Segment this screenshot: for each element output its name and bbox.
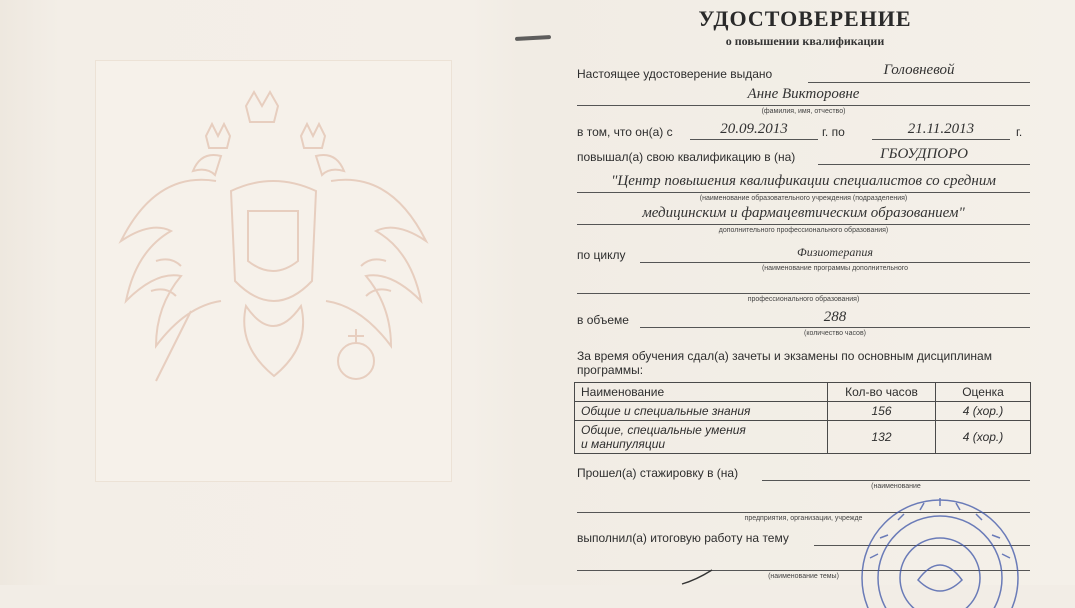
institution-hint1: (наименование образовательного учреждения (подразделения) <box>699 195 908 202</box>
row-name <box>575 421 828 454</box>
surname-value: Головневой <box>883 62 955 78</box>
row-hours: 156 <box>828 402 936 421</box>
from-label: в том, что он(а) с <box>577 125 673 139</box>
row-grade: 4 (хор.) <box>936 421 1031 454</box>
institution-hint2: дополнительного профессионального образования) <box>718 227 889 234</box>
internship-label: Прошел(а) стажировку в (на) <box>577 466 739 480</box>
cycle-value: Физиотерапия <box>797 245 873 259</box>
volume-value: 288 <box>823 309 847 325</box>
header-grade: Оценка <box>936 383 1031 402</box>
internship-hint1: (наименование <box>871 483 921 490</box>
volume-underline <box>640 327 1030 328</box>
table-row <box>575 402 1031 421</box>
institution-line1-underline <box>577 192 1030 193</box>
volume-label: в объеме <box>577 313 629 327</box>
institution-line2-underline <box>577 224 1030 225</box>
volume-hint: (количество часов) <box>804 330 866 337</box>
date-from-value: 20.09.2013 <box>720 121 788 137</box>
table-row <box>575 421 1031 454</box>
name-patronymic-value: Анне Викторовне <box>747 86 860 102</box>
cycle-line2-underline <box>577 293 1030 294</box>
fold-mark <box>515 35 551 41</box>
header-hours: Кол-во часов <box>828 383 936 402</box>
internship-underline <box>762 480 1030 481</box>
exams-label-line2: программы: <box>577 363 644 377</box>
cycle-hint2: профессионального образования) <box>747 296 860 303</box>
document-title: УДОСТОВЕРЕНИЕ <box>698 6 912 31</box>
document-subtitle: о повышении квалификации <box>725 34 885 48</box>
row-name: Общие и специальные знания <box>575 402 828 421</box>
name-hint: (фамилия, имя, отчество) <box>761 108 846 115</box>
grades-table <box>574 382 1031 454</box>
institution-short-value: ГБОУДПОРО <box>880 146 968 162</box>
institution-line2-value: медицинским и фармацевтическим образованием" <box>642 205 965 221</box>
date-from-underline <box>690 139 818 140</box>
year-to-label: г. по <box>822 125 845 139</box>
cycle-underline <box>640 262 1030 263</box>
final-work-label: выполнил(а) итоговую работу на тему <box>577 531 789 545</box>
left-page-panel <box>95 60 452 482</box>
institution-short-underline <box>818 164 1030 165</box>
surname-underline <box>808 82 1030 83</box>
cycle-label: по циклу <box>577 248 626 262</box>
name-underline <box>577 105 1030 106</box>
exams-label-line1: За время обучения сдал(а) зачеты и экзамены по основным дисциплинам <box>577 349 992 363</box>
issued-label: Настоящее удостоверение выдано <box>577 67 773 81</box>
date-to-value: 21.11.2013 <box>907 121 975 137</box>
grades-header-row <box>575 383 1031 402</box>
row-grade: 4 (хор.) <box>936 402 1031 421</box>
row-hours: 132 <box>828 421 936 454</box>
final-work-hint: (наименование темы) <box>768 573 839 580</box>
institution-line1-value: "Центр повышения квалификации специалистов со средним <box>611 173 996 189</box>
official-stamp-icon <box>840 488 1040 608</box>
improved-label: повышал(а) свою квалификацию в (на) <box>577 150 796 164</box>
cycle-hint1: (наименование программы дополнительного <box>761 265 909 272</box>
internship-hint2: предприятия, организации, учрежде <box>744 515 863 522</box>
row-name-line2: и манипуляции <box>581 437 666 451</box>
year-suffix: г. <box>1016 125 1023 139</box>
double-headed-eagle-emblem-icon <box>96 61 451 481</box>
handwriting-stroke-icon <box>680 568 720 585</box>
date-to-underline <box>872 139 1010 140</box>
header-name: Наименование <box>575 383 828 402</box>
row-name-line1: Общие, специальные умения <box>581 423 746 437</box>
